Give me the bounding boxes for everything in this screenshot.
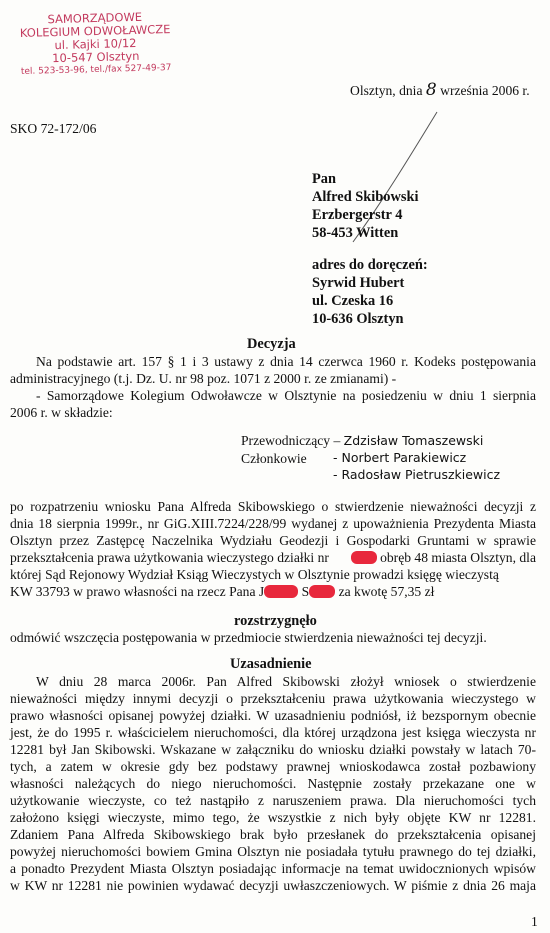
justification-line: prawo własności opisanej powyżej działki. W uzasadnieniu podniósł, iż bezspornym obecnie bbox=[10, 708, 536, 723]
para2-line6-a: KW 33793 w prawo własności na rzecz Pana J bbox=[10, 584, 265, 599]
justification-line: W dniu 28 marca 2006r. Pan Alfred Skibowski złożył wniosek o stwierdzenie bbox=[36, 674, 536, 689]
redaction-mark bbox=[351, 551, 377, 564]
recipient-title: Pan bbox=[312, 171, 336, 187]
resolved-heading: rozstrzygnęło bbox=[234, 613, 317, 629]
para2-line6 bbox=[10, 583, 434, 600]
para1-line4: 2006 r. w składzie: bbox=[10, 405, 113, 420]
recipient-name: Alfred Skibowski bbox=[312, 189, 419, 205]
para2-line4 bbox=[10, 549, 536, 566]
redaction-mark bbox=[309, 585, 335, 598]
justification-heading: Uzasadnienie bbox=[230, 656, 312, 672]
delivery-street: ul. Czeska 16 bbox=[312, 293, 394, 309]
justification-line: własności należących do niego nieruchomości. Następnie zostały przekazane one w bbox=[10, 776, 536, 791]
delivery-name: Syrwid Hubert bbox=[312, 275, 405, 291]
justification-line: tych, a zatem w okresie gdy bez podstawy prawnej wnioskodawca został pozbawiony bbox=[10, 759, 536, 774]
justification-line: Zdaniem Pana Alfreda Skibowskiego brak było przesłanek do przekształcenia opisanej bbox=[10, 827, 536, 842]
delivery-label: adres do doręczeń: bbox=[312, 257, 428, 273]
decision-heading: Decyzja bbox=[247, 336, 296, 352]
redaction-mark bbox=[264, 585, 298, 598]
para2-line6-c: za kwotę 57,35 zł bbox=[338, 584, 435, 599]
date-suffix: września 2006 r. bbox=[440, 83, 530, 98]
para2-line6-b: S bbox=[301, 584, 310, 599]
resolution-text: odmówić wszczęcia postępowania w przedmiocie stwierdzenia nieważności tej decyzji. bbox=[10, 630, 487, 645]
justification-line: w KW nr 12281 nie powinien wydawać decyzji uwłaszczeniowych. W piśmie z dnia 26 maja bbox=[10, 878, 536, 893]
para1-line1: Na podstawie art. 157 § 1 i 3 ustawy z dnia 14 czerwca 1960 r. Kodeks postępowania bbox=[36, 354, 536, 369]
justification-line: a ponadto Prezydent Miasta Olsztyn posiadając informacje na temat uwidocznionych wpisów bbox=[10, 861, 536, 876]
stamp-line-2: KOLEGIUM ODWOŁAWCZE bbox=[19, 22, 171, 40]
member-2: - Radosław Pietruszkiewicz bbox=[333, 467, 501, 482]
members-role: Członkowie bbox=[241, 451, 307, 466]
para1-line2: administracyjnego (t.j. Dz. U. nr 98 poz. 1071 z 2000 r. ze zmianami) - bbox=[10, 371, 397, 386]
date-prefix: Olsztyn, dnia bbox=[350, 83, 423, 98]
para2-line1: po rozpatrzeniu wniosku Pana Alfreda Skibowskiego o stwierdzenie nieważności decyzji z bbox=[10, 499, 536, 514]
justification-body bbox=[10, 673, 536, 894]
recipient-city: 58-453 Witten bbox=[312, 225, 399, 241]
justification-line: powyżej nieruchomości bowiem Gmina Olsztyn nie posiadała tytułu prawnego do tej działki, bbox=[10, 844, 536, 859]
stamp-line-3: ul. Kajki 10/12 bbox=[54, 35, 137, 53]
para2-line5 bbox=[10, 566, 536, 583]
delivery-city: 10-636 Olsztyn bbox=[312, 311, 404, 327]
member-1: - Norbert Parakiewicz bbox=[333, 450, 467, 465]
date-day-handwritten: 8 bbox=[425, 80, 437, 100]
stamp-line-1: SAMORZĄDOWE bbox=[47, 9, 143, 27]
para2-line5-text: której Sąd Rejonowy Wydział Ksiąg Wieczystych w Olsztynie prowadzi księgę wieczystą bbox=[10, 567, 499, 582]
panel-chair bbox=[241, 432, 483, 449]
chair-role: Przewodniczący – bbox=[241, 433, 341, 448]
stamp-line-4: 10-547 Olsztyn bbox=[52, 48, 140, 66]
office-stamp bbox=[7, 10, 184, 80]
para2-line2: dnia 18 sierpnia 1999r., nr GiG.XIII.7224/228/99 wydanej z upoważnienia Prezydenta Miasta bbox=[10, 516, 536, 531]
para1-line3: - Samorządowe Kolegium Odwoławcze w Olsztynie na posiedzeniu w dniu 1 sierpnia bbox=[36, 388, 536, 403]
justification-line: jest, że do 1995 r. właścicielem nieruchomości, dla której urządzona jest księga wieczysta nr bbox=[10, 725, 536, 740]
case-number: SKO 72-172/06 bbox=[10, 121, 97, 136]
para2-line4-end: obręb 48 miasta Olsztyn, dla bbox=[380, 550, 536, 565]
chair-name: Zdzisław Tomaszewski bbox=[343, 433, 484, 448]
justification-line: użytkowanie wieczyste, co też nastąpiło z naruszeniem prawa. Dla nieruchomości tych bbox=[10, 793, 536, 808]
para2-line3: Olsztyn przez Zastępcę Naczelnika Wydziału Geodezji i Gospodarki Gruntami w sprawie bbox=[10, 533, 536, 548]
justification-line: nieważności między innymi decyzji o przekształceniu prawa użytkowania wieczystego w bbox=[10, 691, 536, 706]
para2-line4-start: przekształcenia prawa użytkowania wieczystego działki nr bbox=[10, 550, 329, 565]
stamp-line-5: tel. 523-53-96, tel./fax 527-49-37 bbox=[20, 63, 172, 77]
justification-line: 12281 był Jan Skibowski. Wskazane w załączniku do wniosku działki powstały w latach 70- bbox=[10, 742, 536, 757]
justification-line: założono księgi wieczyste, mimo tego, że wszystkie z nich były objęte KW nr 12281. bbox=[10, 810, 536, 825]
page-number: 1 bbox=[531, 914, 538, 929]
recipient-street: Erzbergerstr 4 bbox=[312, 207, 403, 223]
document-date bbox=[350, 82, 530, 99]
